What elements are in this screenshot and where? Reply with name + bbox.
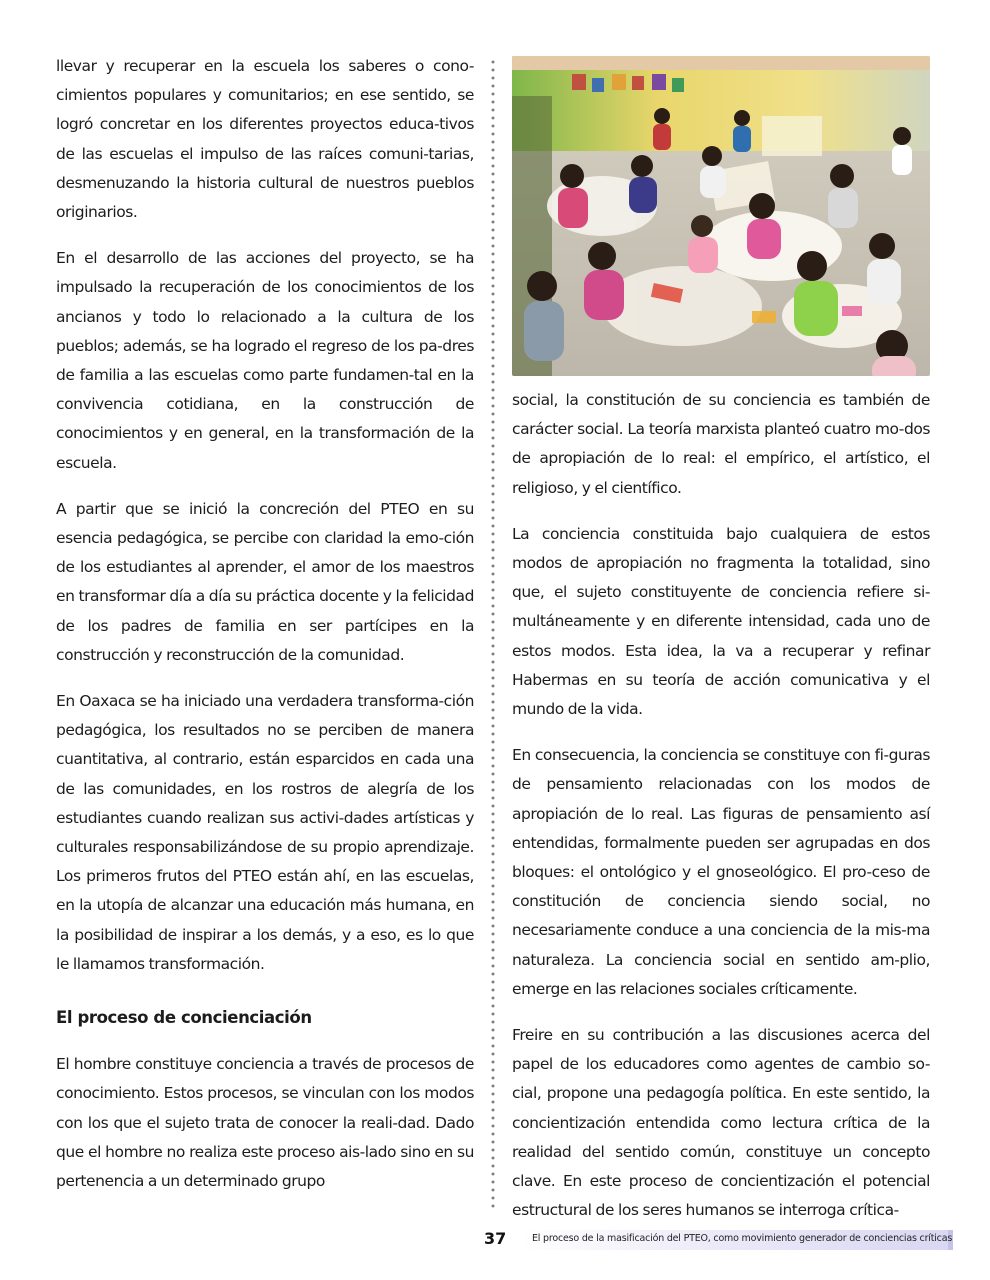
paragraph: llevar y recuperar en la escuela los saberes o cono-cimientos populares y comunitarios; en ese sentido, se logró concretar en los diferentes proyectos educa-tivos de las escuelas el impulso de las raíces comuni-tarias, desmenuzando la historia cultural de nuestros pueblos originarios. <box>56 57 474 222</box>
running-title: El proceso de la masificación del PTEO, como movimiento generador de conciencias críticas <box>532 1233 953 1244</box>
column-divider <box>491 58 495 1208</box>
paragraph: La conciencia constituida bajo cualquiera de estos modos de apropiación no fragmenta la totalidad, sino que, el sujeto constituyente de conciencia refiere si-multáneamente y en diferente intensidad, cada uno de estos modos. Esta idea, la va a recuperar y refinar Habermas en su teoría de acción comunicativa y el mundo de la vida. <box>512 524 930 719</box>
paragraph: En el desarrollo de las acciones del proyecto, se ha impulsado la recuperación de los conocimientos de los ancianos y todo lo relacionado a la cultura de los pueblos; además, se ha logrado el regreso de los pa-dres de familia a las escuelas como parte fundamen-tal en la convivencia cotidiana, en la construcción de conocimientos y en general, en la transformación de la escuela. <box>56 249 474 472</box>
section-heading: El proceso de concienciación <box>56 1008 312 1028</box>
paragraph: social, la constitución de su conciencia es también de carácter social. La teoría marxista planteó cuatro mo-dos de apropiación de lo real: el empírico, el artístico, el religioso, y el científico. <box>512 391 930 497</box>
paragraph: A partir que se inició la concreción del PTEO en su esencia pedagógica, se percibe con claridad la emo-ción de los estudiantes al aprender, el amor de los maestros en transformar día a día su práctica docente y la felicidad de los padres de familia en ser partícipes en la construcción y reconstrucción de la comunidad. <box>56 499 474 664</box>
paragraph: En consecuencia, la conciencia se constituye con fi-guras de pensamiento relacionadas con los modos de apropiación de lo real. Las figuras de pensamiento así entendidas, formalmente pueden ser agrupadas en dos bloques: el ontológico y el gnoseológico. El pro-ceso de constitución de conciencia siendo social, no necesariamente conduce a una conciencia de la mis-ma naturaleza. La conciencia social en sentido am-plio, emerge en las relaciones sociales críticamente. <box>512 746 930 998</box>
paragraph: En Oaxaca se ha iniciado una verdadera transforma-ción pedagógica, los resultados no se perciben de manera cuantitativa, al contrario, están esparcidos en cada una de las comunidades, en los rostros de alegría de los estudiantes cuando realizan sus activi-dades artísticas y culturales responsabilizándose de su propio aprendizaje. Los primeros frutos del PTEO están ahí, en las escuelas, en la utopía de alcanzar una educación más humana, en la posibilidad de inspirar a los demás, y a eso, es lo que le llamamos transformación. <box>56 692 474 973</box>
right-column <box>512 56 930 1225</box>
left-column <box>56 52 474 1196</box>
classroom-photo <box>512 56 930 376</box>
paragraph: El hombre constituye conciencia a través de procesos de conocimiento. Estos procesos, se vinculan con los modos con los que el sujeto trata de conocer la reali-dad. Dado que el hombre no realiza este proceso ais-lado sino en su pertenencia a un determinado grupo <box>56 1055 474 1190</box>
paragraph: Freire en su contribución a las discusiones acerca del papel de los educadores como agentes de cambio so-cial, propone una pedagogía política. En este sentido, la concientización entendida como lectura crítica de la realidad del sentido común, constituye un concepto clave. En este proceso de concientización el potencial estructural de los seres humanos se interroga crítica- <box>512 1026 930 1220</box>
page-number: 37 <box>484 1229 507 1248</box>
